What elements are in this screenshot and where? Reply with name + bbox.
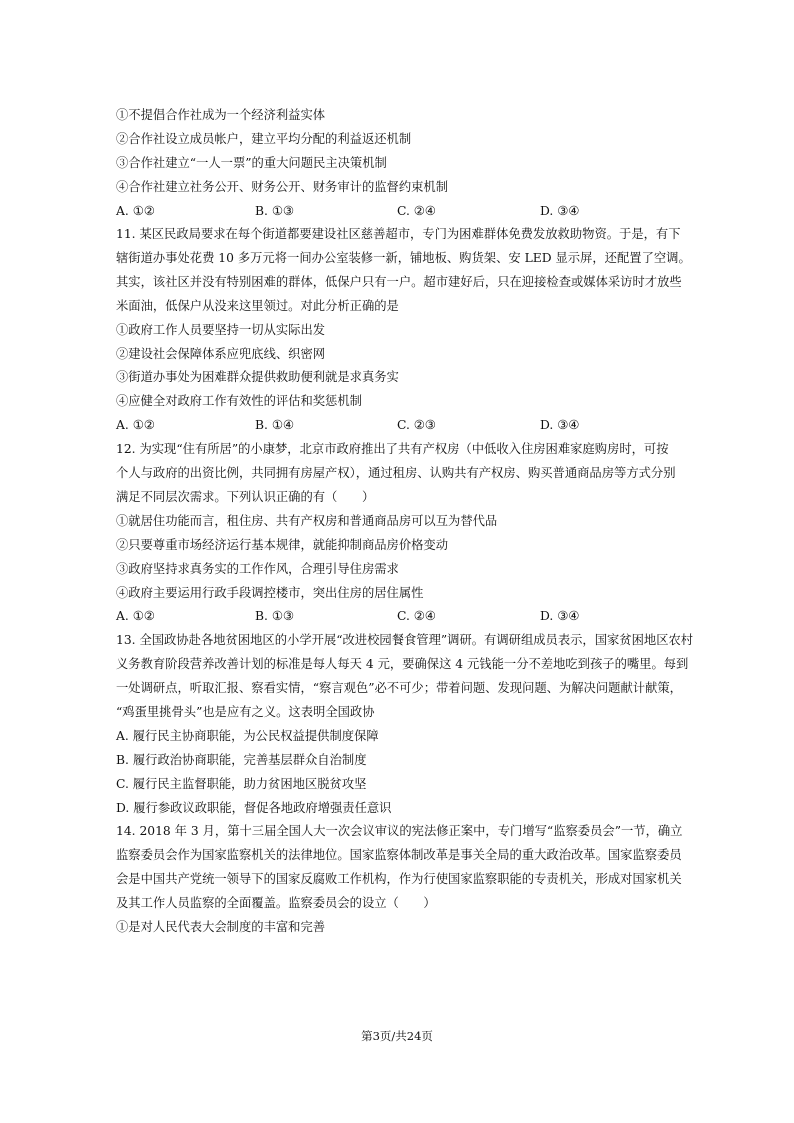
q11-stem-line-1: 11. 某区民政局要求在每个街道都要建设社区慈善超市，专门为困难群体免费发放救助物资。于是，有下 xyxy=(116,227,681,241)
q13-choice-b: B. 履行政治协商职能，完善基层群众自治制度 xyxy=(116,753,367,767)
q11-stem-line-4: 米面油，低保户从没来这里领过。对此分析正确的是 xyxy=(116,299,399,313)
q11-item-1: ①政府工作人员要坚持一切从实际出发 xyxy=(116,323,326,337)
q11-option-a: A. ①② xyxy=(116,418,155,432)
q14-stem-line-1: 14. 2018 年 3 月，第十三届全国人大一次会议审议的宪法修正案中，专门增写“监察委员会”一节，确立 xyxy=(116,824,683,838)
q11-option-b: B. ①④ xyxy=(255,418,294,432)
q10-item-4: ④合作社建立社务公开、财务公开、财务审计的监督约束机制 xyxy=(116,180,449,194)
q10-item-3: ③合作社建立“一人一票”的重大问题民主决策机制 xyxy=(116,156,387,170)
q12-option-c: C. ②④ xyxy=(397,609,436,623)
q14-stem-line-3: 会是中国共产党统一领导下的国家反腐败工作机构，作为行使国家监察职能的专责机关，形成对国家机关 xyxy=(116,872,682,886)
q11-stem-line-3: 其实，该社区并没有特别困难的群体，低保户只有一户。超市建好后，只在迎接检查或媒体采访时才放些 xyxy=(116,275,682,289)
q10-option-c: C. ②④ xyxy=(397,204,436,218)
q13-choice-c: C. 履行民主监督职能，助力贫困地区脱贫攻坚 xyxy=(116,777,367,791)
q13-stem-line-3: 一处调研点，听取汇报、察看实情，“察言观色”必不可少；带着问题、发现问题、为解决问题献计献策， xyxy=(116,681,682,695)
q13-choice-a: A. 履行民主协商职能，为公民权益提供制度保障 xyxy=(116,729,379,743)
page-number: 第3页/共24页 xyxy=(361,1029,433,1043)
q12-option-b: B. ①③ xyxy=(255,609,294,623)
q13-stem-line-1: 13. 全国政协赴各地贫困地区的小学开展“改进校园餐食管理”调研。有调研组成员表示，国家贫困地区农村 xyxy=(116,633,694,647)
q12-item-1: ①就居住功能而言，租住房、共有产权房和普通商品房可以互为替代品 xyxy=(116,514,498,528)
q11-option-c: C. ②③ xyxy=(397,418,436,432)
q11-option-d: D. ③④ xyxy=(540,418,580,432)
q10-item-1: ①不提倡合作社成为一个经济利益实体 xyxy=(116,108,326,122)
q13-stem-line-4: “鸡蛋里挑骨头”也是应有之义。这表明全国政协 xyxy=(116,705,375,719)
q14-stem-line-2: 监察委员会作为国家监察机关的法律地位。国家监察体制改革是事关全局的重大政治改革。国家监察委员 xyxy=(116,848,682,862)
q12-stem-line-1: 12. 为实现“住有所居”的小康梦，北京市政府推出了共有产权房（中低收入住房困难家庭购房时，可按 xyxy=(116,442,669,456)
q11-item-2: ②建设社会保障体系应兜底线、织密网 xyxy=(116,347,326,361)
q13-choice-d: D. 履行参政议政职能，督促各地政府增强责任意识 xyxy=(116,801,392,815)
q12-stem-line-3: 满足不同层次需求。下列认识正确的有（ ） xyxy=(116,490,375,504)
q12-item-3: ③政府坚持求真务实的工作作风，合理引导住房需求 xyxy=(116,562,399,576)
q10-option-d: D. ③④ xyxy=(540,204,580,218)
q11-stem-line-2: 辖街道办事处花费 10 多万元将一间办公室装修一新，铺地板、购货架、安 LED 显示屏，还配置了空调。 xyxy=(116,251,691,265)
q11-item-4: ④应健全对政府工作有效性的评估和奖惩机制 xyxy=(116,394,362,408)
q10-option-a: A. ①② xyxy=(116,204,155,218)
q10-item-2: ②合作社设立成员帐户，建立平均分配的利益返还机制 xyxy=(116,132,412,146)
q12-option-d: D. ③④ xyxy=(540,609,580,623)
q12-stem-line-2: 个人与政府的出资比例，共同拥有房屋产权），通过租房、认购共有产权房、购买普通商品房等方式分别 xyxy=(116,466,676,480)
q12-option-a: A. ①② xyxy=(116,609,155,623)
q13-stem-line-2: 义务教育阶段营养改善计划的标准是每人每天 4 元，要确保这 4 元钱能一分不差地吃到孩子的嘴里。每到 xyxy=(116,657,689,671)
q14-stem-line-4: 及其工作人员监察的全面覆盖。监察委员会的设立（ ） xyxy=(116,896,436,910)
q11-item-3: ③街道办事处为困难群众提供救助便利就是求真务实 xyxy=(116,370,399,384)
q12-item-4: ④政府主要运用行政手段调控楼市，突出住房的居住属性 xyxy=(116,586,424,600)
q10-option-b: B. ①③ xyxy=(255,204,294,218)
q14-item-1: ①是对人民代表大会制度的丰富和完善 xyxy=(116,920,326,934)
q12-item-2: ②只要尊重市场经济运行基本规律，就能抑制商品房价格变动 xyxy=(116,538,449,552)
